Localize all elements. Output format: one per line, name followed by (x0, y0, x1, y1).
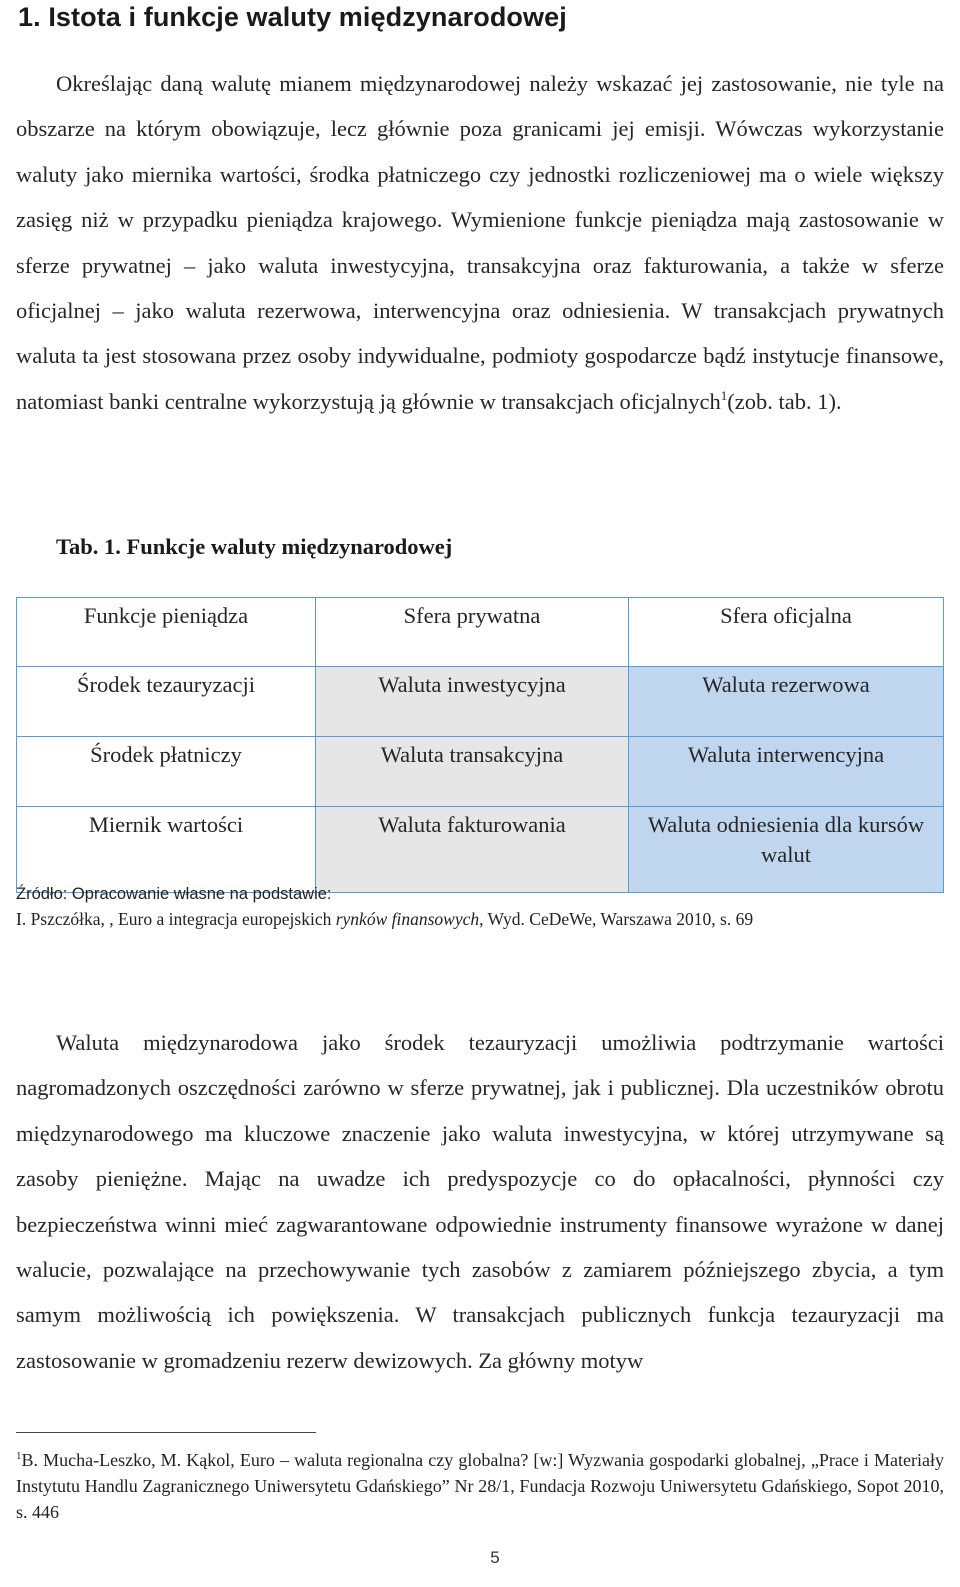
table-row (17, 737, 944, 807)
section-heading: 1. Istota i funkcje waluty międzynarodowej (18, 2, 567, 32)
table-row (17, 667, 944, 737)
header-cell-official: Sfera oficjalna (629, 598, 944, 667)
private-sphere-cell: Waluta fakturowania (316, 807, 629, 893)
currency-functions-table (16, 597, 944, 893)
footnote (16, 1447, 944, 1525)
official-sphere-cell: Waluta rezerwowa (629, 667, 944, 737)
source-label: Źródło: Opracowanie własne na podstawie: (16, 885, 332, 903)
body-paragraph (16, 1020, 944, 1383)
body-paragraph-text: Waluta międzynarodowa jako środek tezauryzacji umożliwia podtrzymanie wartości nagromadzonych oszczędności zarówno w sferze prywatnej, jak i publicznej. Dla uczestników obrotu międzynarodowego ma kluczowe znaczenie jako waluta inwestycyjna, w której utrzymywane są zasoby pieniężne. Mając na uwadze ich predyspozycje co do opłacalności, płynności czy bezpieczeństwa winni mieć zagwarantowane odpowiednie instrumenty finansowe wyrażone w danej walucie, pozwalające na przechowywanie tych zasobów z zamiarem późniejszego zbycia, a tym samym możliwością ich powiększenia. W transakcjach publicznych funkcja tezauryzacji ma zastosowanie w gromadzeniu rezerw dewizowych. Za główny motyw (16, 1030, 944, 1373)
footnote-number: 1 (16, 1450, 22, 1462)
footnote-reference[interactable]: 1 (720, 387, 728, 403)
official-sphere-cell: Waluta odniesienia dla kursów walut (629, 807, 944, 893)
function-cell: Środek tezauryzacji (17, 667, 316, 737)
intro-paragraph (16, 61, 944, 424)
header-cell-functions: Funkcje pieniądza (17, 598, 316, 667)
official-sphere-cell: Waluta interwencyjna (629, 737, 944, 807)
source-citation-suffix: , Wyd. CeDeWe, Warszawa 2010, s. 69 (479, 909, 754, 929)
table-row (17, 807, 944, 893)
intro-paragraph-tail: (zob. tab. 1). (727, 388, 842, 414)
table-caption: Tab. 1. Funkcje waluty międzynarodowej (56, 534, 453, 559)
function-cell: Środek płatniczy (17, 737, 316, 807)
private-sphere-cell: Waluta transakcyjna (316, 737, 629, 807)
page-number: 5 (490, 1548, 500, 1567)
source-citation-prefix: I. Pszczółka, , Euro a integracja europejskich (16, 909, 336, 929)
table-source (16, 882, 944, 932)
header-cell-private: Sfera prywatna (316, 598, 629, 667)
table-header-row (17, 598, 944, 667)
private-sphere-cell: Waluta inwestycyjna (316, 667, 629, 737)
footnote-separator (16, 1432, 316, 1433)
function-cell: Miernik wartości (17, 807, 316, 893)
intro-paragraph-text: Określając daną walutę mianem międzynarodowej należy wskazać jej zastosowanie, nie tyle na obszarze na którym obowiązuje, lecz głównie poza granicami jej emisji. Wówczas wykorzystanie waluty jako miernika wartości, środka płatniczego czy jednostki rozliczeniowej ma o wiele większy zasięg niż w przypadku pieniądza krajowego. Wymienione funkcje pieniądza mają zastosowanie w sferze prywatnej – jako waluta inwestycyjna, transakcyjna oraz fakturowania, a także w sferze oficjalnej – jako waluta rezerwowa, interwencyjna oraz odniesienia. W transakcjach prywatnych waluta ta jest stosowana przez osoby indywidualne, podmioty gospodarcze bądź instytucje finansowe, natomiast banki centralne wykorzystują ją głównie w transakcjach oficjalnych (16, 71, 944, 414)
source-citation (16, 907, 944, 932)
source-citation-italic: rynków finansowych (335, 909, 480, 929)
footnote-text: B. Mucha-Leszko, M. Kąkol, Euro – waluta regionalna czy globalna? [w:] Wyzwania gospodarki globalnej, „Prace i Materiały Instytutu Handlu Zagranicznego Uniwersytetu Gdańskiego” Nr 28/1, Fundacja Rozwoju Uniwersytetu Gdańskiego, Sopot 2010, s. 446 (16, 1450, 944, 1522)
